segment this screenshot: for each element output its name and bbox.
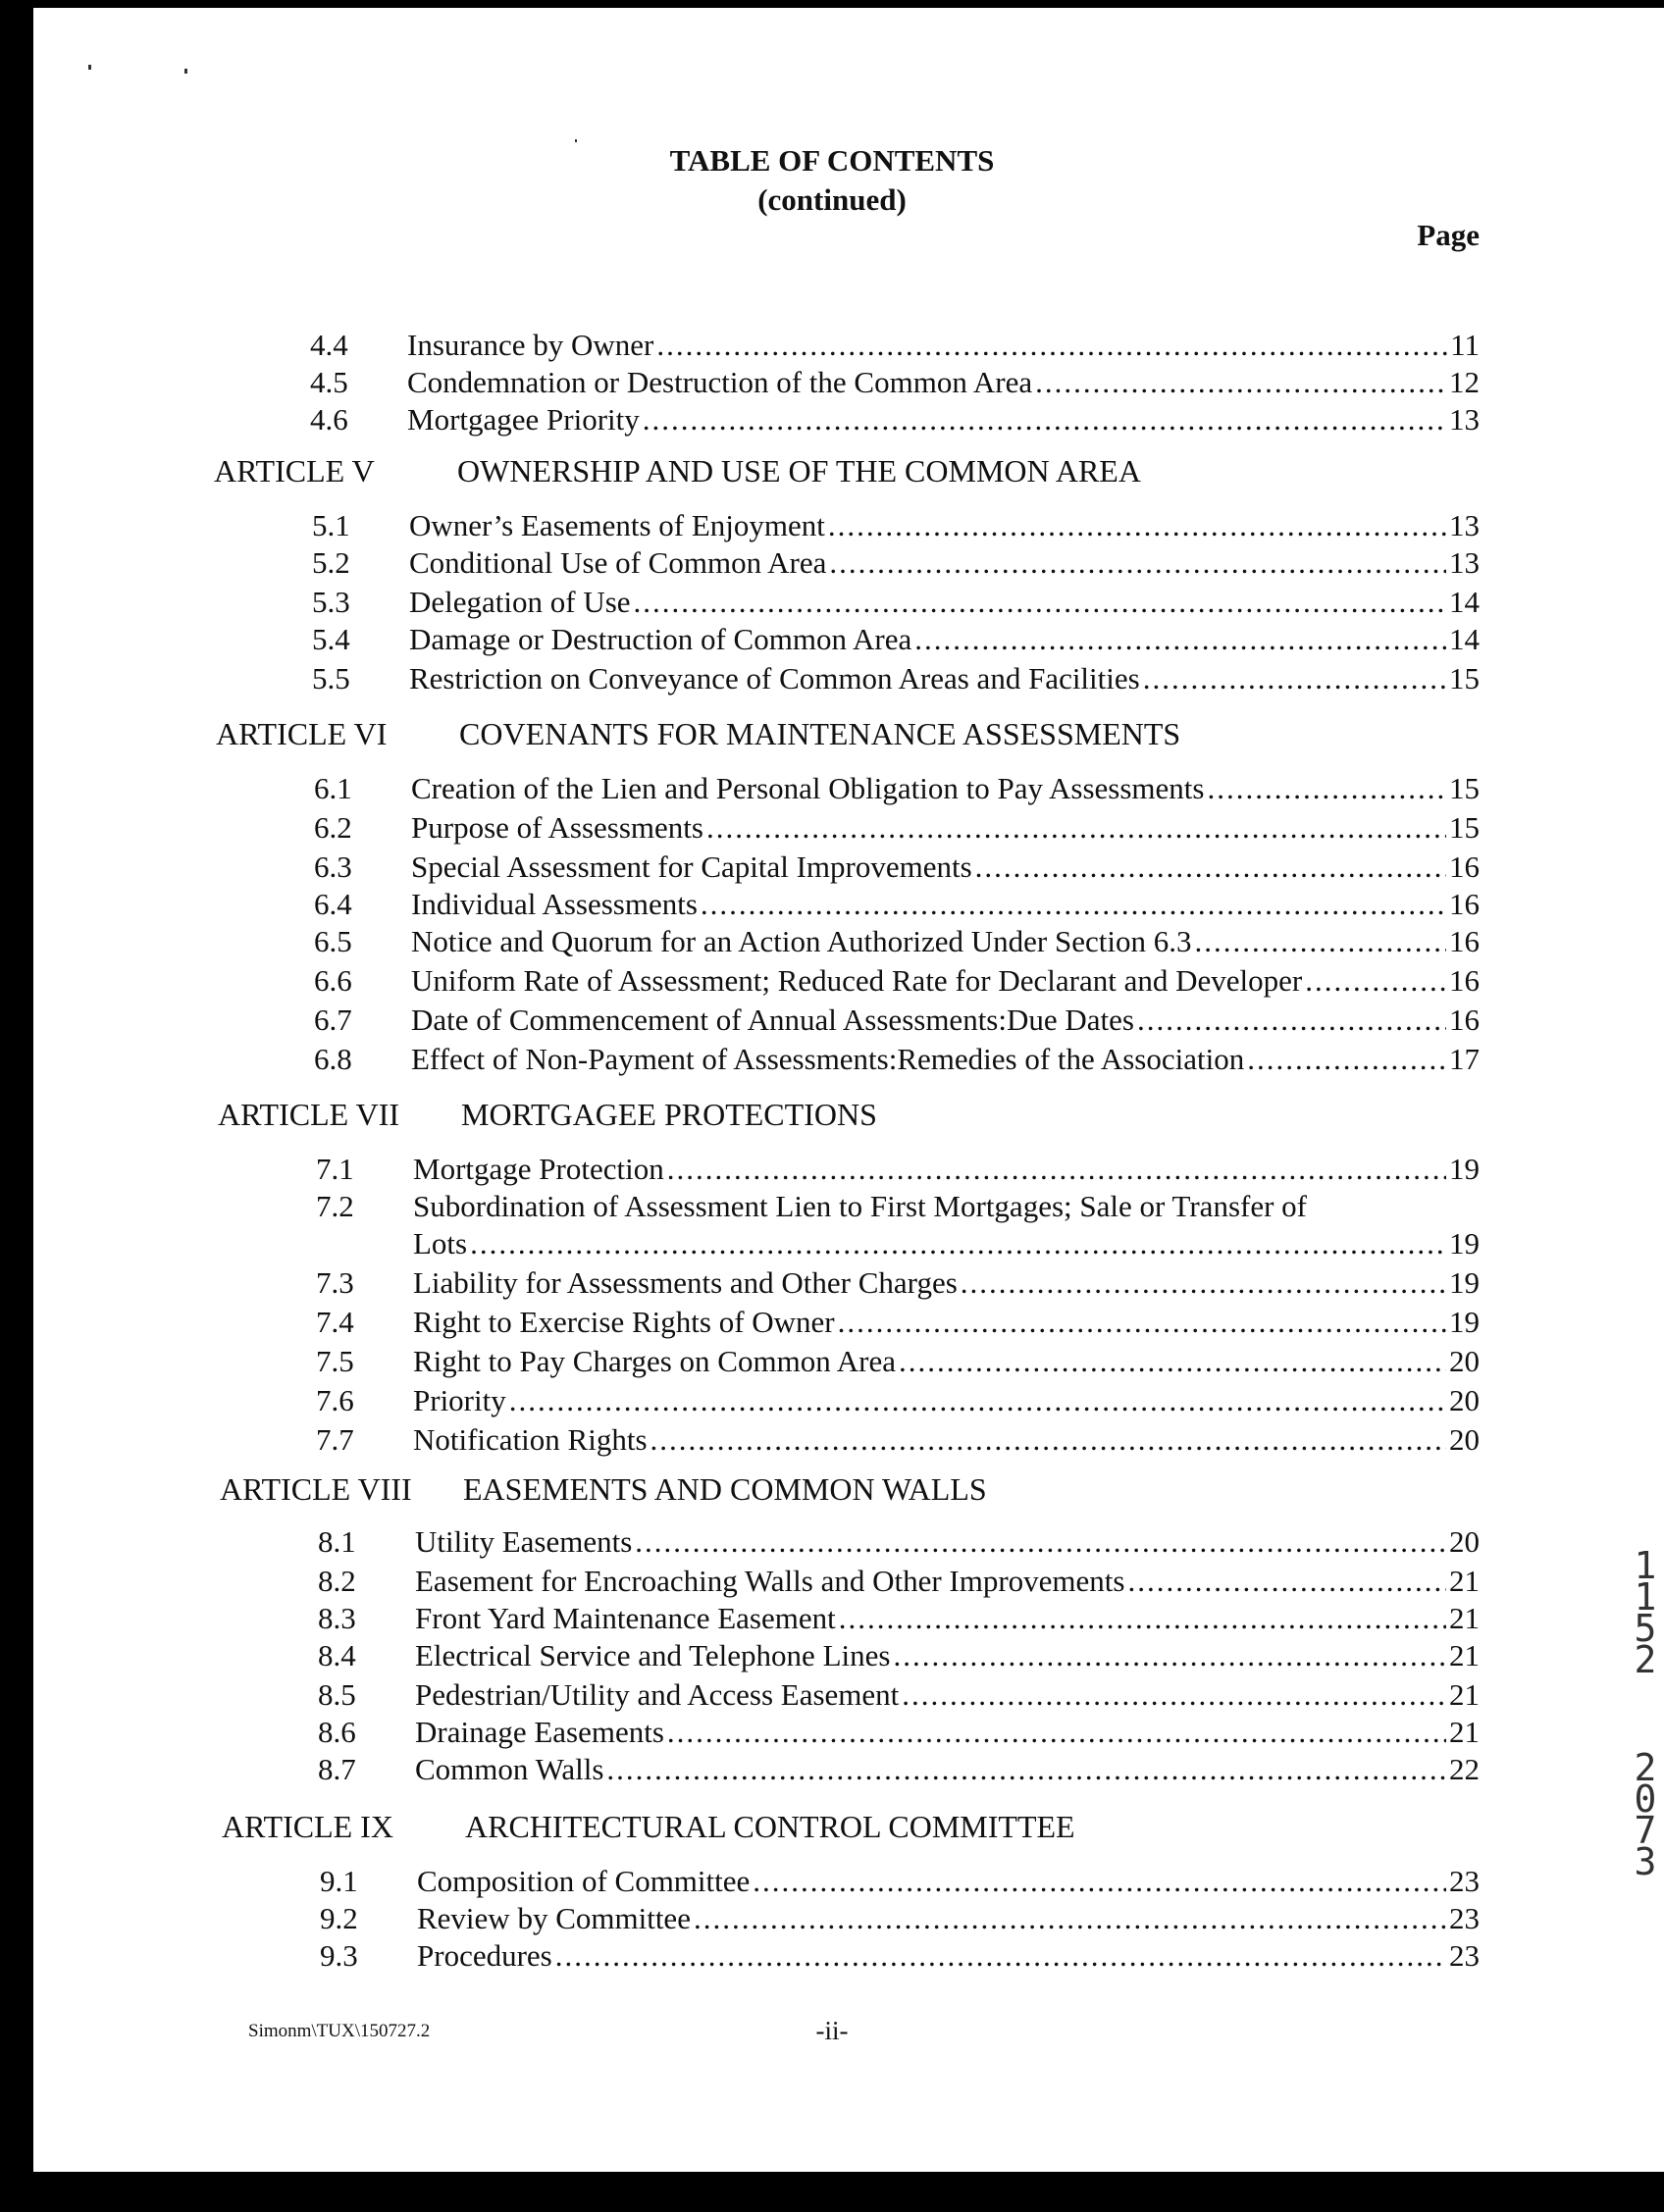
toc-entry-title: Notification Rights [413, 1422, 648, 1457]
toc-entry-title: Mortgage Protection [413, 1152, 664, 1186]
dot-leader [635, 1524, 1446, 1560]
toc-entry-page: 13 [1449, 508, 1480, 542]
toc-entry-page: 21 [1449, 1601, 1480, 1635]
toc-entry [316, 1226, 1480, 1265]
toc-entry-page: 16 [1449, 887, 1480, 921]
toc-entry-number: 8.4 [318, 1638, 356, 1672]
dot-leader [961, 1265, 1446, 1301]
toc-entry-title: Notice and Quorum for an Action Authorized Under Section 6.3 [411, 924, 1192, 958]
dot-leader [1247, 1042, 1446, 1077]
toc-entry-title: Uniform Rate of Assessment; Reduced Rate for Declarant and Developer [411, 963, 1303, 998]
article-number: ARTICLE VIII [220, 1471, 412, 1507]
dot-leader [829, 545, 1446, 581]
toc-entry-number: 9.3 [320, 1938, 358, 1973]
article-heading [220, 1471, 1397, 1513]
toc-entry-number: 6.8 [314, 1042, 352, 1076]
toc-entry-title: Damage or Destruction of Common Area [409, 622, 912, 656]
toc-entry-title: Utility Easements [415, 1524, 633, 1559]
stamp-char: 3 [1634, 1840, 1657, 1883]
toc-entry-number: 5.2 [312, 545, 350, 580]
article-heading [216, 716, 1393, 757]
toc-entry-page: 16 [1449, 963, 1480, 998]
dot-leader [667, 1152, 1446, 1187]
dot-leader [838, 1305, 1446, 1340]
toc-entry-number: 7.7 [316, 1422, 354, 1457]
toc-entry [318, 1752, 1480, 1791]
dot-leader [893, 1638, 1446, 1673]
toc-entry-page: 23 [1449, 1938, 1480, 1973]
toc-entry [316, 1422, 1480, 1462]
toc-entry [314, 887, 1480, 926]
toc-entry-page: 19 [1449, 1305, 1480, 1339]
dot-leader [975, 849, 1446, 885]
dot-leader [753, 1864, 1446, 1899]
toc-entry-number: 8.7 [318, 1752, 356, 1786]
page-number: -ii- [815, 2016, 849, 2045]
toc-entry-page: 23 [1449, 1901, 1480, 1935]
dot-leader [555, 1938, 1446, 1974]
dot-leader [694, 1901, 1446, 1936]
article-number: ARTICLE VI [216, 716, 388, 751]
toc-entry-page: 23 [1449, 1864, 1480, 1898]
dot-leader [1127, 1564, 1446, 1599]
toc-entry-title: Delegation of Use [409, 585, 631, 619]
toc-entry-title: Front Yard Maintenance Easement [415, 1601, 836, 1635]
toc-entry-number: 5.4 [312, 622, 350, 656]
toc-entry [314, 1003, 1480, 1042]
toc-entry [320, 1938, 1480, 1978]
toc-entry-title: Special Assessment for Capital Improvements [411, 849, 972, 884]
toc-entry-page: 17 [1449, 1042, 1480, 1076]
toc-entry-page: 21 [1449, 1677, 1480, 1712]
document-id: Simonm\TUX\150727.2 [248, 2021, 431, 2041]
article-title: COVENANTS FOR MAINTENANCE ASSESSMENTS [459, 716, 1181, 751]
toc-entry-page: 19 [1449, 1226, 1480, 1260]
side-stamp-line1 [1629, 1544, 1662, 1681]
article-title: EASEMENTS AND COMMON WALLS [463, 1471, 987, 1507]
toc-entry-page: 13 [1449, 402, 1480, 437]
stamp-char: 2 [1634, 1638, 1657, 1681]
page-subtitle: (continued) [757, 182, 907, 217]
toc-entry-page: 20 [1449, 1524, 1480, 1559]
toc-entry-title: Lots [413, 1226, 468, 1260]
toc-entry [316, 1305, 1480, 1344]
toc-entry-number: 7.4 [316, 1305, 354, 1339]
toc-entry-title: Composition of Committee [417, 1864, 751, 1898]
stamp-char: 1 [1634, 1575, 1657, 1619]
toc-entry-number: 9.2 [320, 1901, 358, 1935]
toc-entry-page: 14 [1449, 585, 1480, 619]
toc-entry [312, 622, 1480, 661]
toc-entry [314, 963, 1480, 1003]
toc-entry [318, 1638, 1480, 1677]
toc-entry-number: 6.4 [314, 887, 352, 921]
dot-leader [667, 1715, 1446, 1750]
toc-entry-number: 8.1 [318, 1524, 356, 1559]
toc-entry-number: 5.5 [312, 661, 350, 695]
toc-entry-page: 19 [1449, 1152, 1480, 1186]
toc-entry-number: 5.3 [312, 585, 350, 619]
article-number: ARTICLE IX [222, 1809, 393, 1844]
toc-entry-title: Priority [413, 1383, 506, 1417]
dot-leader [1305, 963, 1446, 999]
toc-entry-page: 14 [1449, 622, 1480, 656]
toc-entry-page: 21 [1449, 1715, 1480, 1749]
toc-entry-number: 7.3 [316, 1265, 354, 1300]
dot-leader [509, 1383, 1446, 1418]
toc-entry-title: Easement for Encroaching Walls and Other Improvements [415, 1564, 1125, 1598]
toc-entry [318, 1677, 1480, 1717]
toc-entry-title: Condemnation or Destruction of the Common Area [407, 365, 1033, 399]
toc-entry-number: 9.1 [320, 1864, 358, 1898]
toc-entry [312, 661, 1480, 700]
toc-entry [310, 365, 1480, 404]
toc-entry-title: Effect of Non-Payment of Assessments:Remedies of the Association [411, 1042, 1245, 1076]
toc-entry [310, 328, 1480, 367]
dot-leader [1143, 661, 1446, 696]
stamp-char: 2 [1634, 1746, 1657, 1789]
article-heading [214, 453, 1391, 494]
toc-entry-title: Individual Assessments [411, 887, 698, 921]
toc-entry-title: Liability for Assessments and Other Charges [413, 1265, 958, 1300]
toc-entry-page: 15 [1449, 771, 1480, 805]
side-stamp-line2 [1629, 1746, 1662, 1883]
toc-entry-number: 8.5 [318, 1677, 356, 1712]
article-heading [222, 1809, 1399, 1850]
dot-leader [470, 1226, 1446, 1261]
dot-leader [828, 508, 1446, 543]
toc-entry-title: Owner’s Easements of Enjoyment [409, 508, 825, 542]
toc-entry [316, 1265, 1480, 1305]
toc-entry-number: 4.4 [310, 328, 348, 362]
toc-entry [314, 771, 1480, 810]
toc-entry-title: Creation of the Lien and Personal Obligation to Pay Assessments [411, 771, 1205, 805]
toc-entry-number: 7.6 [316, 1383, 354, 1417]
toc-entry-page: 15 [1449, 810, 1480, 845]
dot-leader [839, 1601, 1446, 1636]
toc-entry [316, 1383, 1480, 1422]
toc-entry-title: Right to Pay Charges on Common Area [413, 1344, 896, 1378]
toc-entry [312, 545, 1480, 585]
stamp-char: 1 [1634, 1544, 1657, 1587]
dot-leader [656, 328, 1447, 363]
toc-entry [314, 849, 1480, 889]
toc-entry [316, 1152, 1480, 1191]
dot-leader [643, 402, 1446, 437]
toc-entry-page: 21 [1449, 1638, 1480, 1672]
stamp-char: 7 [1634, 1809, 1657, 1852]
toc-entry [318, 1601, 1480, 1640]
toc-entry-title: Date of Commencement of Annual Assessments:Due Dates [411, 1003, 1134, 1037]
toc-entry [312, 585, 1480, 624]
toc-entry-title: Restriction on Conveyance of Common Areas and Facilities [409, 661, 1140, 695]
page-title: TABLE OF CONTENTS [669, 143, 995, 178]
toc-entry [320, 1901, 1480, 1940]
toc-entry-title-line1: Subordination of Assessment Lien to First Mortgages; Sale or Transfer of [413, 1189, 1307, 1223]
dot-leader [650, 1422, 1446, 1458]
article-title: MORTGAGEE PROTECTIONS [461, 1097, 877, 1132]
article-title: ARCHITECTURAL CONTROL COMMITTEE [465, 1809, 1075, 1844]
toc-entry-page: 22 [1449, 1752, 1480, 1786]
toc-entry-title: Insurance by Owner [407, 328, 654, 362]
toc-entry-page: 12 [1449, 365, 1480, 399]
toc-entry [318, 1564, 1480, 1603]
toc-entry-title: Conditional Use of Common Area [409, 545, 827, 580]
dot-leader [1207, 771, 1446, 806]
dot-leader [1137, 1003, 1446, 1038]
toc-entry [318, 1524, 1480, 1564]
toc-entry-number: 6.3 [314, 849, 352, 884]
toc-entry-number: 6.7 [314, 1003, 352, 1037]
toc-entry-page: 20 [1449, 1344, 1480, 1378]
toc-entry-title: Mortgagee Priority [407, 402, 640, 437]
page-column-header: Page [1417, 218, 1480, 252]
toc-entry-number: 8.6 [318, 1715, 356, 1749]
toc-entry [312, 508, 1480, 547]
toc-entry-number: 8.3 [318, 1601, 356, 1635]
toc-entry-number: 7.2 [316, 1189, 354, 1223]
dot-leader [899, 1344, 1446, 1379]
stamp-char: 0 [1634, 1777, 1657, 1821]
toc-entry [318, 1715, 1480, 1754]
toc-entry-title: Review by Committee [417, 1901, 691, 1935]
stamp-char: 5 [1634, 1607, 1657, 1650]
toc-entry-page: 11 [1450, 328, 1480, 362]
toc-entry-number: 6.6 [314, 963, 352, 998]
dot-leader [1035, 365, 1446, 400]
article-number: ARTICLE V [214, 453, 375, 489]
toc-entry-number: 7.1 [316, 1152, 354, 1186]
toc-entry-page: 15 [1449, 661, 1480, 695]
toc-entry-number: 5.1 [312, 508, 350, 542]
toc-entry-title: Common Walls [415, 1752, 604, 1786]
toc-entry-page: 16 [1449, 924, 1480, 958]
toc-entry [316, 1344, 1480, 1383]
toc-entry-title: Drainage Easements [415, 1715, 664, 1749]
toc-entry-title: Right to Exercise Rights of Owner [413, 1305, 835, 1339]
dot-leader [1194, 924, 1446, 959]
article-number: ARTICLE VII [218, 1097, 400, 1132]
toc-entry [310, 402, 1480, 441]
toc-entry-number: 6.1 [314, 771, 352, 805]
toc-entry [314, 810, 1480, 849]
toc-entry [314, 924, 1480, 963]
toc-entry-page: 20 [1449, 1383, 1480, 1417]
toc-entry-title: Procedures [417, 1938, 552, 1973]
toc-entry-page: 13 [1449, 545, 1480, 580]
toc-entry-page: 16 [1449, 1003, 1480, 1037]
toc-entry-page: 19 [1449, 1265, 1480, 1300]
toc-entry-page: 20 [1449, 1422, 1480, 1457]
dot-leader [902, 1677, 1446, 1713]
toc-entry-title: Electrical Service and Telephone Lines [415, 1638, 891, 1672]
toc-entry-page: 16 [1449, 849, 1480, 884]
dot-leader [606, 1752, 1446, 1787]
dot-leader [701, 887, 1446, 922]
dot-leader [706, 810, 1446, 846]
toc-entry-number: 8.2 [318, 1564, 356, 1598]
toc-entry [320, 1864, 1480, 1903]
dot-leader [634, 585, 1446, 620]
toc-entry-number: 6.2 [314, 810, 352, 845]
article-title: OWNERSHIP AND USE OF THE COMMON AREA [457, 453, 1141, 489]
toc-entry-title: Pedestrian/Utility and Access Easement [415, 1677, 900, 1712]
article-heading [218, 1097, 1395, 1138]
toc-entry-number: 7.5 [316, 1344, 354, 1378]
toc-entry-number: 6.5 [314, 924, 352, 958]
toc-entry [314, 1042, 1480, 1081]
toc-entry-title: Purpose of Assessments [411, 810, 703, 845]
toc-entry-page: 21 [1449, 1564, 1480, 1598]
toc-entry-number: 4.6 [310, 402, 348, 437]
dot-leader [914, 622, 1446, 657]
toc-entry-number: 4.5 [310, 365, 348, 399]
